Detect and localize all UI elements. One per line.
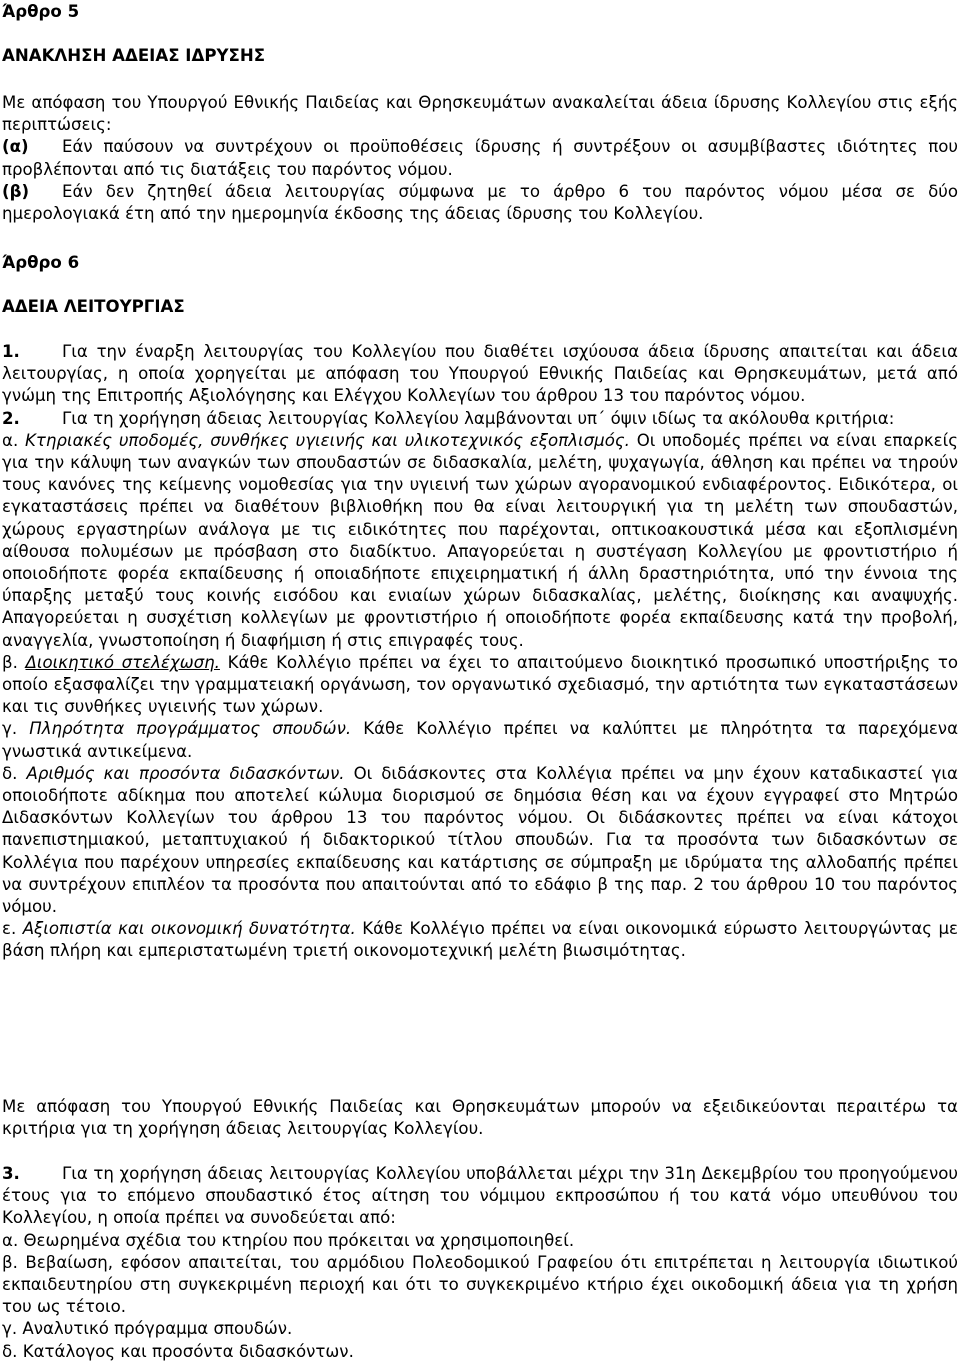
paragraph-3 (2, 1163, 958, 1230)
case-a-text: Εάν παύσουν να συντρέχουν οι προϋποθέσεις ίδρυσης ή συντρέξουν οι ασυμβίβαστες ιδιότητες που προβλέπονται από τις διατάξεις του παρόντος νόμου. (2, 137, 958, 179)
paragraph-2-number: 2. (2, 408, 20, 428)
paragraph-1-text: Για την έναρξη λειτουργίας του Κολλεγίου που διαθέτει ισχύουσα άδεια ίδρυσης απαιτείται και άδεια λειτουργίας, η οποία χορηγείται με απόφαση του Υπουργού Εθνικής Παιδείας και Θρησκευμάτων, μετά από γνώμη της Επιτροπής Αξιολόγησης και Ελέγχου Κολλεγίων του άρθρου 13 του παρόντος νόμου. (2, 342, 958, 406)
criterion-d-text: Οι διδάσκοντες στα Κολλέγια πρέπει να μην έχουν καταδικαστεί για οποιοδήποτε αδίκημα που αποτελεί κώλυμα διορισμού σε δημόσια θέση και να έχουν εγγραφεί στο Μητρώο Διδασκόντων Κολλεγίων του άρθρου 13 του παρόντος νόμου. Οι διδάσκοντες πρέπει να είναι κάτοχοι πανεπιστημιακού, μεταπτυχιακού ή διδακτορικού τίτλου σπουδών. Για τα προσόντα των διδασκόντων σε Κολλέγια που παρέχουν υπηρεσίες εκπαίδευσης και κατάρτισης σε σύμπραξη με ιδρύματα της αλλοδαπής πρέπει να συντρέχουν επιπλέον τα προσόντα που απαιτούνται από το εδάφιο β της παρ. 2 του άρθρου 10 του παρόντος νόμου. (2, 763, 958, 917)
ministry-text: Με απόφαση του Υπουργού Εθνικής Παιδείας και Θρησκευμάτων μπορούν να εξειδικεύονται περαιτέρω τα κριτήρια για τη χορήγηση άδειας λειτουργίας Κολλεγίου. (2, 1097, 958, 1139)
criterion-e-label: ε. (2, 919, 17, 939)
criterion-c-text: Κάθε Κολλέγιο πρέπει να καλύπτει με πληρότητα τα παρεχόμενα γνωστικά αντικείμενα. (2, 719, 959, 761)
supporting-doc-d: δ. Κατάλογος και προσόντα διδασκόντων. (2, 1341, 354, 1361)
criterion-b-title: Διοικητικό στελέχωση. (25, 652, 220, 672)
criterion-a-label: α. (2, 430, 19, 450)
criterion-c-label: γ. (2, 719, 18, 739)
criterion-b (2, 652, 958, 719)
supporting-doc-c: γ. Αναλυτικό πρόγραμμα σπουδών. (2, 1319, 293, 1339)
paragraph-2 (2, 408, 958, 430)
article-5-intro: Με απόφαση του Υπουργού Εθνικής Παιδείας και Θρησκευμάτων ανακαλείται άδεια ίδρυσης Κολλεγίου στις εξής περιπτώσεις: (2, 93, 958, 135)
article-5-case-b (2, 181, 958, 225)
paragraph-3-number: 3. (2, 1164, 20, 1183)
criterion-b-label: β. (2, 652, 18, 672)
criterion-c (2, 718, 958, 762)
paragraph-3-block (2, 1163, 958, 1363)
criterion-a-text: Οι υποδομές πρέπει να είναι επαρκείς για την κάλυψη των αναγκών των σπουδαστών σε διδασκαλία, μελέτη, ψυχαγωγία, άθληση και πρέπει να τηρούν τους κανόνες της κείμενης νομοθεσίας για την υγιεινή των χώρων αγορανομικού ενδιαφέροντος. Ειδικότερα, οι εγκαταστάσεις πρέπει να διαθέτουν βιβλιοθήκη που θα είναι λειτουργική για τη μελέτη των σπουδαστών, χώρους εργαστηρίων ανάλογα με τις ειδικότητες που παρέχονται, οπτικοακουστικά μέσα και εξοπλισμένη αίθουσα πολυμέσων με πρόσβαση στο διαδίκτυο. Απαγορεύεται η συστέγαση Κολλεγίου με φροντιστήριο ή οποιοδήποτε φορέα εκπαίδευσης ή οποιαδήποτε επιχειρηματική ή άλλη δραστηριότητα, υπό την έννοια της ύπαρξης μεταξύ τους κοινής εισόδου και ενιαίων χώρων διδασκαλίας, μελέτης, διοίκησης και αναψυχής. Απαγορεύεται η συσχέτιση κολλεγίων με φροντιστήριο ή οποιοδήποτε φορέα εκπαίδευσης κατά την προβολή, αναγγελία, γνωστοποίηση ή διαφήμιση ή στις επιγραφές τους. (2, 430, 958, 650)
paragraph-2-text: Για τη χορήγηση άδειας λειτουργίας Κολλεγίου λαμβάνονται υπ΄ όψιν ιδίως τα ακόλουθα κριτήρια: (62, 408, 895, 428)
paragraph-3-text: Για τη χορήγηση άδειας λειτουργίας Κολλεγίου υποβάλλεται μέχρι την 31η Δεκεμβρίου του προηγούμενου έτους για το επόμενο σπουδαστικό έτος αίτηση του νόμιμου εκπροσώπου ή του κατά νόμο υπευθύνου του Κολλεγίου, η οποία πρέπει να συνοδεύεται από: (2, 1164, 958, 1228)
ministry-paragraph (2, 1096, 958, 1140)
article-5-case-a (2, 136, 958, 180)
criterion-e-title: Αξιοπιστία και οικονομική δυνατότητα. (22, 919, 356, 939)
paragraph-1-number: 1. (2, 342, 20, 361)
criterion-e-text: Κάθε Κολλέγιο πρέπει να είναι οικονομικά εύρωστο λειτουργώντας με βάση πλήρη και εμπεριστατωμένη τριετή οικονομοτεχνική μελέτη βιωσιμότητας. (2, 919, 958, 961)
article-6-title: Άρθρο 6 (2, 253, 80, 272)
article-6-heading: ΑΔΕΙΑ ΛΕΙΤΟΥΡΓΙΑΣ (2, 297, 185, 316)
case-b-text: Εάν δεν ζητηθεί άδεια λειτουργίας σύμφωνα με το άρθρο 6 του παρόντος νόμου μέσα σε δύο ημερολογιακά έτη από την ημερομηνία έκδοσης της άδειας ίδρυσης του Κολλεγίου. (2, 181, 958, 224)
supporting-doc-b: β. Βεβαίωση, εφόσον απαιτείται, του αρμόδιου Πολεοδομικού Γραφείου ότι επιτρέπεται η λειτουργία ιδιωτικού εκπαιδευτηρίου στη συγκεκριμένη περιοχή και ότι το συγκεκριμένο κτήριο έχει οικοδομική άδεια για τη χρήση του ως τέτοιο. (2, 1252, 958, 1317)
case-b-label: (β) (2, 181, 30, 201)
criterion-e (2, 918, 958, 962)
criterion-b-text: Κάθε Κολλέγιο πρέπει να έχει το απαιτούμενο διοικητικό προσωπικό υποστήριξης το οποίο εξασφαλίζει την γραμματειακή οργάνωση, τον οργανωτικό σχεδιασμό, την αρτιότητα των εγκαταστάσεων και τις συνθήκες υγιεινής των χώρων. (2, 652, 959, 717)
supporting-doc-a: α. Θεωρημένα σχέδια του κτηρίου που πρόκειται να χρησιμοποιηθεί. (2, 1230, 575, 1250)
case-a-label: (α) (2, 137, 29, 157)
criterion-d (2, 763, 958, 918)
criterion-a (2, 430, 958, 652)
criterion-d-label: δ. (2, 763, 18, 783)
paragraph-1 (2, 341, 958, 408)
criterion-c-title: Πληρότητα προγράμματος σπουδών. (29, 719, 352, 739)
article-5-title: Άρθρο 5 (2, 2, 80, 21)
criterion-a-title: Κτηριακές υποδομές, συνθήκες υγιεινής και υλικοτεχνικός εξοπλισμός. (25, 430, 630, 450)
article-6-body (2, 341, 958, 963)
criterion-d-title: Αριθμός και προσόντα διδασκόντων. (26, 763, 345, 783)
article-5-body (2, 92, 958, 225)
article-5-heading: ΑΝΑΚΛΗΣΗ ΑΔΕΙΑΣ ΙΔΡΥΣΗΣ (2, 46, 266, 65)
